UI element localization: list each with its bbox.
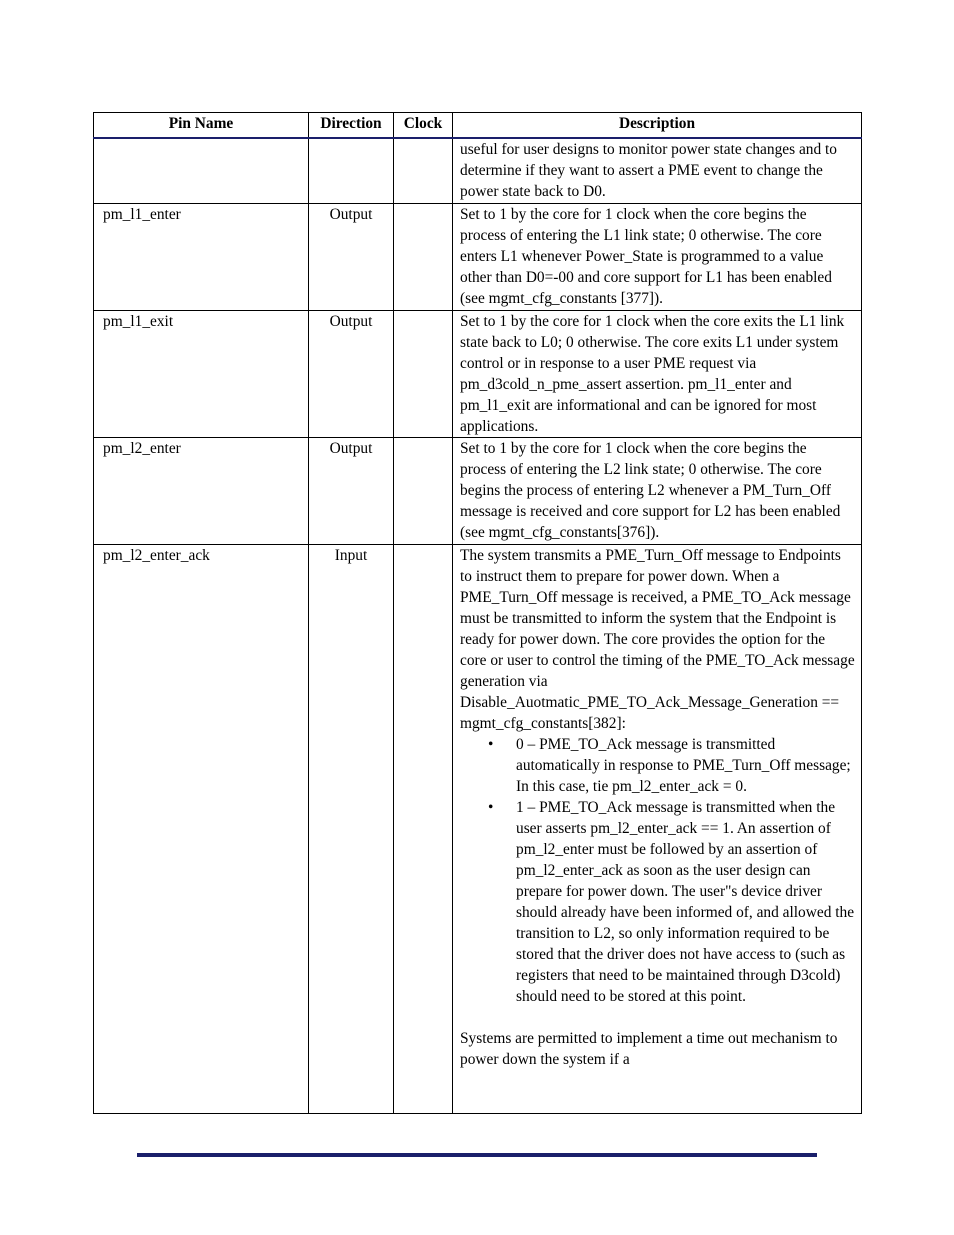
clock-cell <box>394 203 453 310</box>
footer-rule <box>137 1153 817 1157</box>
description-cell: Set to 1 by the core for 1 clock when the core begins the process of entering the L2 link state; 0 otherwise. The core begins the process of entering L2 whenever a PM_Turn_Off message is received and core support for L2 has been enabled (see mgmt_cfg_constants[376]). <box>453 437 862 544</box>
pin-name-cell <box>94 138 309 203</box>
table-row <box>94 138 862 203</box>
clock-cell <box>394 310 453 437</box>
table-row <box>94 310 862 437</box>
clock-cell <box>394 138 453 203</box>
description-continuation: Systems are permitted to implement a time out mechanism to power down the system if a <box>460 1029 838 1068</box>
header-clock: Clock <box>394 113 453 139</box>
description-cell: Set to 1 by the core for 1 clock when the core exits the L1 link state back to L0; 0 otherwise. The core exits L1 under system control or in response to a user PME request via pm_d3cold_n_pme_assert assertion. pm_l1_enter and pm_l1_exit are informational and can be ignored for most applications. <box>453 310 862 437</box>
direction-cell: Output <box>309 437 394 544</box>
pin-description-table <box>93 112 862 1114</box>
paragraph-spacer <box>460 1007 855 1028</box>
pin-name-cell: pm_l1_exit <box>94 310 309 437</box>
direction-cell: Output <box>309 310 394 437</box>
header-description: Description <box>453 113 862 139</box>
description-cell: useful for user designs to monitor power state changes and to determine if they want to assert a PME event to change the power state back to D0. <box>453 138 862 203</box>
description-cell: Set to 1 by the core for 1 clock when the core begins the process of entering the L1 link state; 0 otherwise. The core enters L1 whenever Power_State is programmed to a value other than D0=-00 and core support for L1 has been enabled (see mgmt_cfg_constants [377]). <box>453 203 862 310</box>
pin-name-cell: pm_l1_enter <box>94 203 309 310</box>
table-header-row <box>94 113 862 139</box>
pin-name-cell: pm_l2_enter <box>94 437 309 544</box>
header-direction: Direction <box>309 113 394 139</box>
direction-cell <box>309 138 394 203</box>
direction-cell: Output <box>309 203 394 310</box>
table-row <box>94 203 862 310</box>
clock-cell <box>394 544 453 1113</box>
header-pin-name: Pin Name <box>94 113 309 139</box>
description-text: The system transmits a PME_Turn_Off message to Endpoints to instruct them to prepare for power down. When a PME_Turn_Off message is received, a PME_TO_Ack message must be transmitted to inform the system that the Endpoint is ready for power down. The core provides the option for the core or user to control the timing of the PME_TO_Ack message generation via Disable_Auotmatic_PME_TO_Ack_Message_Generation == mgmt_cfg_constants[382]: <box>460 546 855 732</box>
list-item: • 0 – PME_TO_Ack message is transmitted automatically in response to PME_Turn_Off message; In this case, tie pm_l2_enter_ack = 0. <box>516 734 855 797</box>
pin-name-cell: pm_l2_enter_ack <box>94 544 309 1113</box>
list-item: • 1 – PME_TO_Ack message is transmitted when the user asserts pm_l2_enter_ack == 1. An assertion of pm_l2_enter must be followed by an assertion of pm_l2_enter_ack as soon as the user design can prepare for power down. The user"s device driver should already have been informed of, and allowed the transition to L2, so only information required to be stored that the driver does not have access to (such as registers that need to be maintained through D3cold) should need to be stored at this point. <box>516 797 855 1007</box>
table-row <box>94 437 862 544</box>
direction-cell: Input <box>309 544 394 1113</box>
clock-cell <box>394 437 453 544</box>
table-row <box>94 544 862 1113</box>
bullet-list <box>460 734 855 1007</box>
description-cell <box>453 544 862 1113</box>
